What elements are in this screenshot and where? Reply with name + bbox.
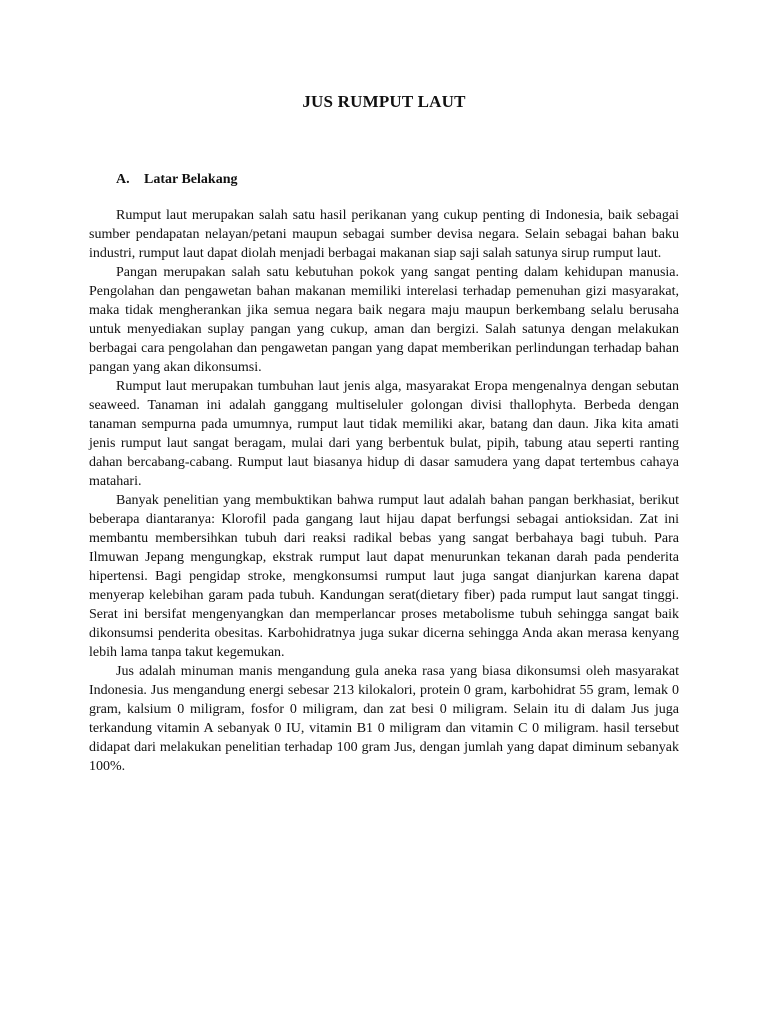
section-heading	[116, 172, 237, 188]
paragraph: Rumput laut merupakan salah satu hasil perikanan yang cukup penting di Indonesia, baik sebagai sumber pendapatan nelayan/petani maupun sebagai sumber devisa negara. Selain sebagai bahan baku industri, rumput laut dapat diolah menjadi berbagai makanan siap saji salah satunya sirup rumput laut.	[89, 208, 679, 261]
paragraph: Rumput laut merupakan tumbuhan laut jenis alga, masyarakat Eropa mengenalnya dengan sebutan seaweed. Tanaman ini adalah ganggang multiseluler golongan divisi thallophyta. Berbeda dengan tanaman sempurna pada umumnya, rumput laut tidak memiliki akar, batang dan daun. Jika kita amati jenis rumput laut sangat beragam, mulai dari yang berbentuk bulat, pipih, tabung atau seperti ranting dahan bercabang-cabang. Rumput laut biasanya hidup di dasar samudera yang dapat tertembus cahaya matahari.	[89, 379, 679, 489]
paragraph: Pangan merupakan salah satu kebutuhan pokok yang sangat penting dalam kehidupan manusia. Pengolahan dan pengawetan bahan makanan memiliki interelasi terhadap pemenuhan gizi masyarakat, maka tidak mengherankan jika semua negara baik negara maju maupun berkembang selalu berusaha untuk menyediakan suplay pangan yang cukup, aman dan bergizi. Salah satunya dengan melakukan berbagai cara pengolahan dan pengawetan pangan yang dapat memberikan perlindungan terhadap bahan pangan yang akan dikonsumsi.	[89, 265, 679, 375]
document-body	[89, 206, 679, 776]
section-letter: A.	[116, 172, 130, 187]
paragraph: Banyak penelitian yang membuktikan bahwa rumput laut adalah bahan pangan berkhasiat, berikut beberapa diantaranya: Klorofil pada gangang laut hijau dapat berfungsi sebagai antioksidan. Zat ini membantu membersihkan tubuh dari reaksi radikal bebas yang sangat berbahaya bagi tubuh. Para Ilmuwan Jepang mengungkap, ekstrak rumput laut dapat menurunkan tekanan darah pada penderita hipertensi. Bagi pengidap stroke, mengkonsumsi rumput laut juga sangat dianjurkan karena dapat menyerap kelebihan garam pada tubuh. Kandungan serat(dietary fiber) pada rumput laut sangat tinggi. Serat ini bersifat mengenyangkan dan memperlancar proses metabolisme tubuh sehingga sangat baik dikonsumsi penderita obesitas. Karbohidratnya juga sukar dicerna sehingga Anda akan merasa kenyang lebih lama tanpa takut kegemukan.	[89, 493, 679, 660]
section-heading-text: Latar Belakang	[144, 172, 238, 187]
document-title: JUS RUMPUT LAUT	[302, 92, 466, 111]
paragraph: Jus adalah minuman manis mengandung gula aneka rasa yang biasa dikonsumsi oleh masyarakat Indonesia. Jus mengandung energi sebesar 213 kilokalori, protein 0 gram, karbohidrat 55 gram, lemak 0 gram, kalsium 0 miligram, fosfor 0 miligram, dan zat besi 0 miligram. Selain itu di dalam Jus juga terkandung vitamin A sebanyak 0 IU, vitamin B1 0 miligram dan vitamin C 0 miligram. hasil tersebut didapat dari melakukan penelitian terhadap 100 gram Jus, dengan jumlah yang dapat diminum sebanyak 100%.	[89, 664, 679, 774]
